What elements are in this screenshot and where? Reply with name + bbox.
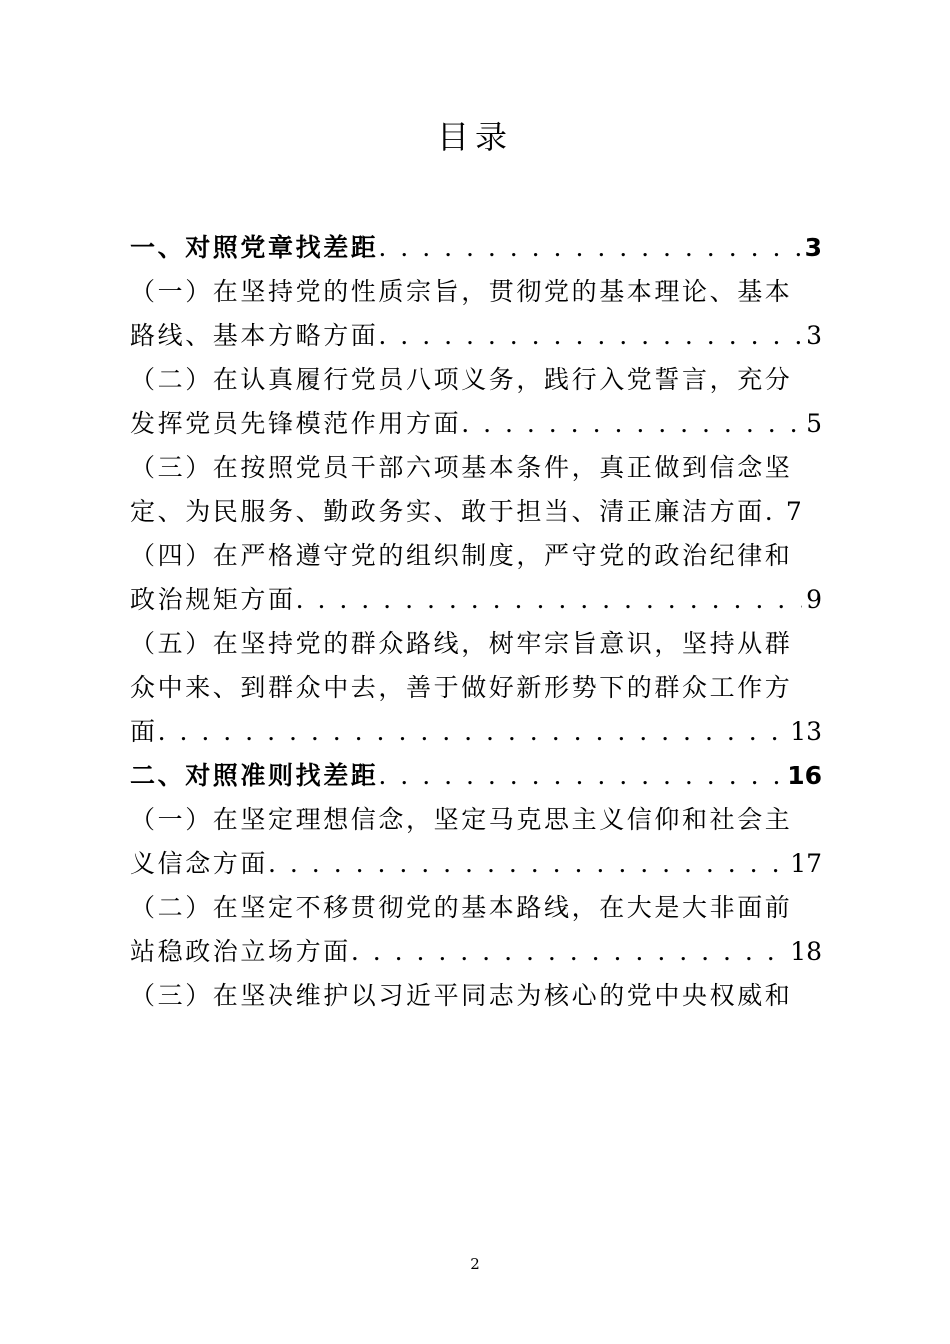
toc-entry-text: （二）在认真履行党员八项义务，践行入党誓言，充分 [130,365,793,394]
toc-line[interactable] [130,926,822,970]
toc-line[interactable] [130,530,822,574]
page-number: 2 [470,1255,480,1273]
toc-entry-text: （一）在坚持党的性质宗旨，贯彻党的基本理论、基本 [130,277,793,306]
toc-entry-text: 定、为民服务、勤政务实、敢于担当、清正廉洁方面. 7 [130,497,805,526]
toc-entry-text: 站稳政治立场方面 [130,937,351,966]
toc-leader-dots [296,582,802,618]
toc-line[interactable] [130,574,822,618]
toc-line[interactable] [130,398,822,442]
toc-line[interactable] [130,706,822,750]
toc-page-number: 3 [806,321,822,350]
toc-entry-text: 义信念方面 [130,849,269,878]
toc-entry-text: 一、对照党章找差距 [130,233,379,262]
toc-line[interactable] [130,794,822,838]
toc-page-number: 18 [790,937,822,966]
toc-line[interactable] [130,838,822,882]
toc-leader-dots [378,758,783,794]
toc-line[interactable] [130,310,822,354]
toc-entry-text: 发挥党员先锋模范作用方面 [130,409,462,438]
toc-entry-text: 路线、基本方略方面 [130,321,379,350]
toc-leader-dots [378,230,800,266]
table-of-contents [130,222,822,1014]
page-title: 目录 [436,118,513,156]
toc-line[interactable] [130,882,822,926]
toc-entry-text: 面 [130,717,158,746]
toc-entry-text: 众中来、到群众中去，善于做好新形势下的群众工作方 [130,673,793,702]
toc-heading[interactable] [130,750,822,794]
toc-heading[interactable] [130,222,822,266]
toc-entry-text: （二）在坚定不移贯彻党的基本路线，在大是大非面前 [130,893,793,922]
toc-page-number: 17 [790,849,822,878]
toc-line[interactable] [130,662,822,706]
toc-entry-text: （三）在按照党员干部六项基本条件，真正做到信念坚 [130,453,793,482]
toc-line[interactable] [130,266,822,310]
toc-line[interactable] [130,442,822,486]
toc-page-number: 16 [787,761,822,790]
toc-line[interactable] [130,970,822,1014]
toc-entry-text: （三）在坚决维护以习近平同志为核心的党中央权威和 [130,981,793,1010]
toc-leader-dots [378,318,802,354]
toc-page-number: 13 [790,717,822,746]
toc-entry-text: （四）在严格遵守党的组织制度，严守党的政治纪律和 [130,541,793,570]
toc-leader-dots [461,406,802,442]
toc-line[interactable] [130,618,822,662]
toc-entry-text: （一）在坚定理想信念，坚定马克思主义信仰和社会主 [130,805,793,834]
toc-leader-dots [351,934,786,970]
toc-leader-dots [158,714,787,750]
toc-line[interactable] [130,354,822,398]
toc-entry-text: （五）在坚持党的群众路线，树牢宗旨意识，坚持从群 [130,629,793,658]
toc-line[interactable] [130,486,822,530]
toc-entry-text: 二、对照准则找差距 [130,761,379,790]
toc-page-number: 9 [806,585,822,614]
toc-leader-dots [268,846,786,882]
toc-page-number: 5 [806,409,822,438]
toc-entry-text: 政治规矩方面 [130,585,296,614]
toc-page-number: 3 [804,233,822,262]
